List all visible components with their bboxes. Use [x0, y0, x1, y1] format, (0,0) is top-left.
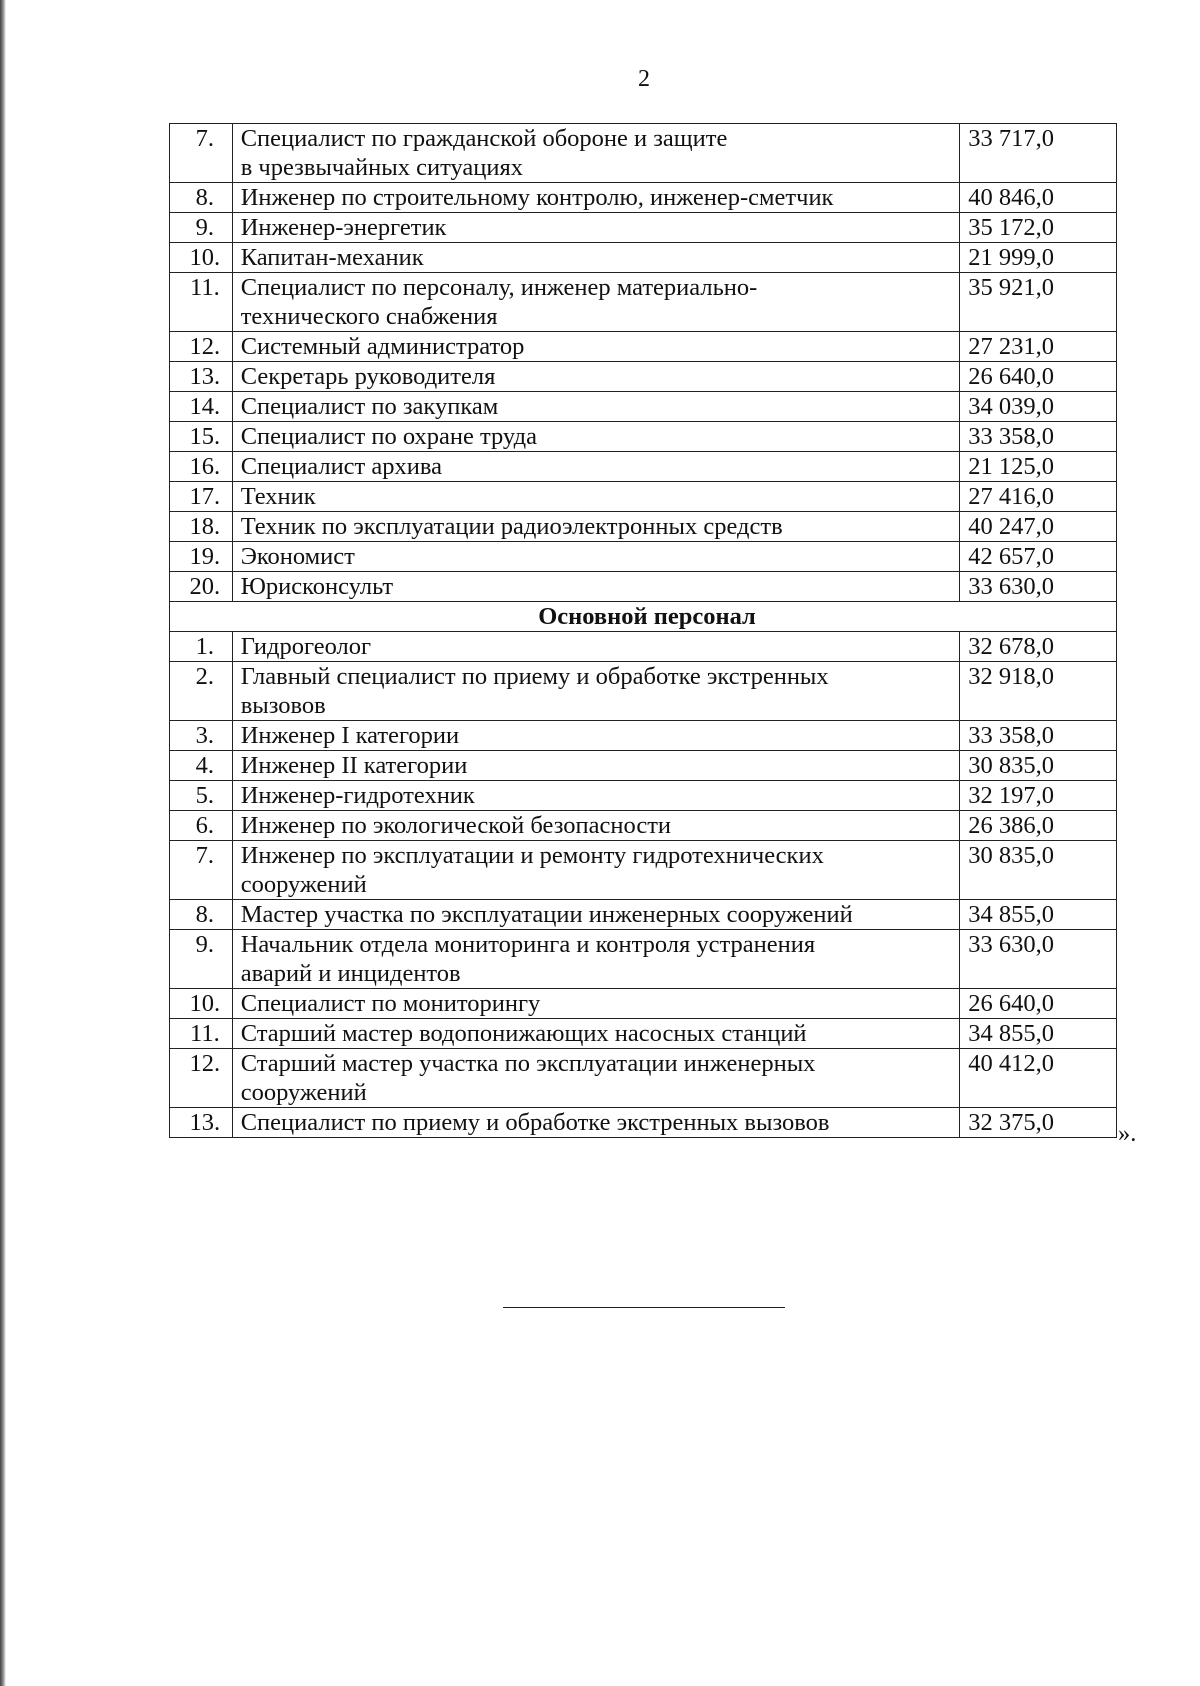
- salary-value: 40 412,0: [960, 1049, 1117, 1108]
- table-row: [170, 243, 1117, 273]
- row-number: 13.: [170, 362, 233, 392]
- table-row: [170, 362, 1117, 392]
- position-name: Специалист по закупкам: [232, 392, 959, 422]
- table-body: [170, 124, 1117, 1138]
- position-name: Техник: [232, 482, 959, 512]
- salary-value: 35 172,0: [960, 213, 1117, 243]
- table-row: [170, 721, 1117, 751]
- table-row: [170, 542, 1117, 572]
- salary-value: 32 678,0: [960, 632, 1117, 662]
- row-number: 7.: [170, 841, 233, 900]
- row-number: 11.: [170, 1019, 233, 1049]
- position-name: Специалист по охране труда: [232, 422, 959, 452]
- salary-value: 34 855,0: [960, 1019, 1117, 1049]
- salary-value: 33 630,0: [960, 572, 1117, 602]
- position-name: Инженер-гидротехник: [232, 781, 959, 811]
- row-number: 2.: [170, 662, 233, 721]
- table-row: [170, 124, 1117, 183]
- salary-value: 33 358,0: [960, 422, 1117, 452]
- position-name: Капитан-механик: [232, 243, 959, 273]
- staff-salary-table-wrap: [169, 123, 1117, 1138]
- salary-value: 33 717,0: [960, 124, 1117, 183]
- row-number: 3.: [170, 721, 233, 751]
- position-name: Старший мастер участка по эксплуатации инженерных сооружений: [232, 1049, 959, 1108]
- table-row: [170, 572, 1117, 602]
- salary-value: 42 657,0: [960, 542, 1117, 572]
- row-number: 1.: [170, 632, 233, 662]
- salary-value: 30 835,0: [960, 751, 1117, 781]
- salary-value: 32 918,0: [960, 662, 1117, 721]
- salary-value: 34 039,0: [960, 392, 1117, 422]
- row-number: 20.: [170, 572, 233, 602]
- position-name: Техник по эксплуатации радиоэлектронных средств: [232, 512, 959, 542]
- position-name: Секретарь руководителя: [232, 362, 959, 392]
- table-row: [170, 1108, 1117, 1138]
- row-number: 10.: [170, 243, 233, 273]
- position-name: Инженер по эксплуатации и ремонту гидротехнических сооружений: [232, 841, 959, 900]
- salary-value: 33 358,0: [960, 721, 1117, 751]
- row-number: 18.: [170, 512, 233, 542]
- row-number: 12.: [170, 1049, 233, 1108]
- table-row: [170, 811, 1117, 841]
- salary-value: 27 231,0: [960, 332, 1117, 362]
- table-row: [170, 392, 1117, 422]
- closing-quote: ».: [1118, 1120, 1137, 1147]
- position-name: Специалист по мониторингу: [232, 989, 959, 1019]
- table-row: [170, 1019, 1117, 1049]
- position-name: Гидрогеолог: [232, 632, 959, 662]
- scan-edge: [0, 0, 6, 1686]
- table-row: [170, 989, 1117, 1019]
- salary-value: 40 846,0: [960, 183, 1117, 213]
- row-number: 16.: [170, 452, 233, 482]
- salary-value: 30 835,0: [960, 841, 1117, 900]
- position-name: Специалист по персоналу, инженер материально- технического снабжения: [232, 273, 959, 332]
- position-name: Системный администратор: [232, 332, 959, 362]
- position-name: Инженер-энергетик: [232, 213, 959, 243]
- end-rule: [503, 1307, 785, 1308]
- salary-value: 34 855,0: [960, 900, 1117, 930]
- row-number: 8.: [170, 900, 233, 930]
- row-number: 5.: [170, 781, 233, 811]
- table-row: [170, 512, 1117, 542]
- salary-value: 32 375,0: [960, 1108, 1117, 1138]
- page-number: 2: [638, 66, 650, 92]
- table-row: [170, 273, 1117, 332]
- position-name: Юрисконсульт: [232, 572, 959, 602]
- table-row: [170, 751, 1117, 781]
- salary-value: 33 630,0: [960, 930, 1117, 989]
- row-number: 9.: [170, 930, 233, 989]
- row-number: 13.: [170, 1108, 233, 1138]
- row-number: 14.: [170, 392, 233, 422]
- table-row: [170, 781, 1117, 811]
- position-name: Экономист: [232, 542, 959, 572]
- table-row: [170, 452, 1117, 482]
- salary-value: 21 125,0: [960, 452, 1117, 482]
- position-name: Инженер по экологической безопасности: [232, 811, 959, 841]
- position-name: Специалист по приему и обработке экстренных вызовов: [232, 1108, 959, 1138]
- position-name: Инженер по строительному контролю, инженер-сметчик: [232, 183, 959, 213]
- position-name: Мастер участка по эксплуатации инженерных сооружений: [232, 900, 959, 930]
- salary-value: 27 416,0: [960, 482, 1117, 512]
- position-name: Инженер I категории: [232, 721, 959, 751]
- table-row: [170, 632, 1117, 662]
- table-row: [170, 422, 1117, 452]
- table-row: [170, 213, 1117, 243]
- salary-value: 26 640,0: [960, 989, 1117, 1019]
- section-header-row: [170, 602, 1117, 632]
- position-name: Старший мастер водопонижающих насосных станций: [232, 1019, 959, 1049]
- position-name: Инженер II категории: [232, 751, 959, 781]
- row-number: 4.: [170, 751, 233, 781]
- row-number: 8.: [170, 183, 233, 213]
- row-number: 15.: [170, 422, 233, 452]
- row-number: 9.: [170, 213, 233, 243]
- table-row: [170, 1049, 1117, 1108]
- table-row: [170, 900, 1117, 930]
- row-number: 6.: [170, 811, 233, 841]
- table-row: [170, 183, 1117, 213]
- salary-value: 26 386,0: [960, 811, 1117, 841]
- row-number: 12.: [170, 332, 233, 362]
- row-number: 11.: [170, 273, 233, 332]
- row-number: 10.: [170, 989, 233, 1019]
- salary-value: 26 640,0: [960, 362, 1117, 392]
- salary-value: 32 197,0: [960, 781, 1117, 811]
- position-name: Начальник отдела мониторинга и контроля устранения аварий и инцидентов: [232, 930, 959, 989]
- table-row: [170, 841, 1117, 900]
- salary-value: 40 247,0: [960, 512, 1117, 542]
- row-number: 19.: [170, 542, 233, 572]
- position-name: Главный специалист по приему и обработке экстренных вызовов: [232, 662, 959, 721]
- position-name: Специалист архива: [232, 452, 959, 482]
- table-row: [170, 930, 1117, 989]
- row-number: 7.: [170, 124, 233, 183]
- row-number: 17.: [170, 482, 233, 512]
- salary-value: 35 921,0: [960, 273, 1117, 332]
- position-name: Специалист по гражданской обороне и защите в чрезвычайных ситуациях: [232, 124, 959, 183]
- section-title: Основной персонал: [170, 602, 1117, 632]
- salary-value: 21 999,0: [960, 243, 1117, 273]
- table-row: [170, 662, 1117, 721]
- table-row: [170, 482, 1117, 512]
- table-row: [170, 332, 1117, 362]
- staff-salary-table: [169, 123, 1117, 1138]
